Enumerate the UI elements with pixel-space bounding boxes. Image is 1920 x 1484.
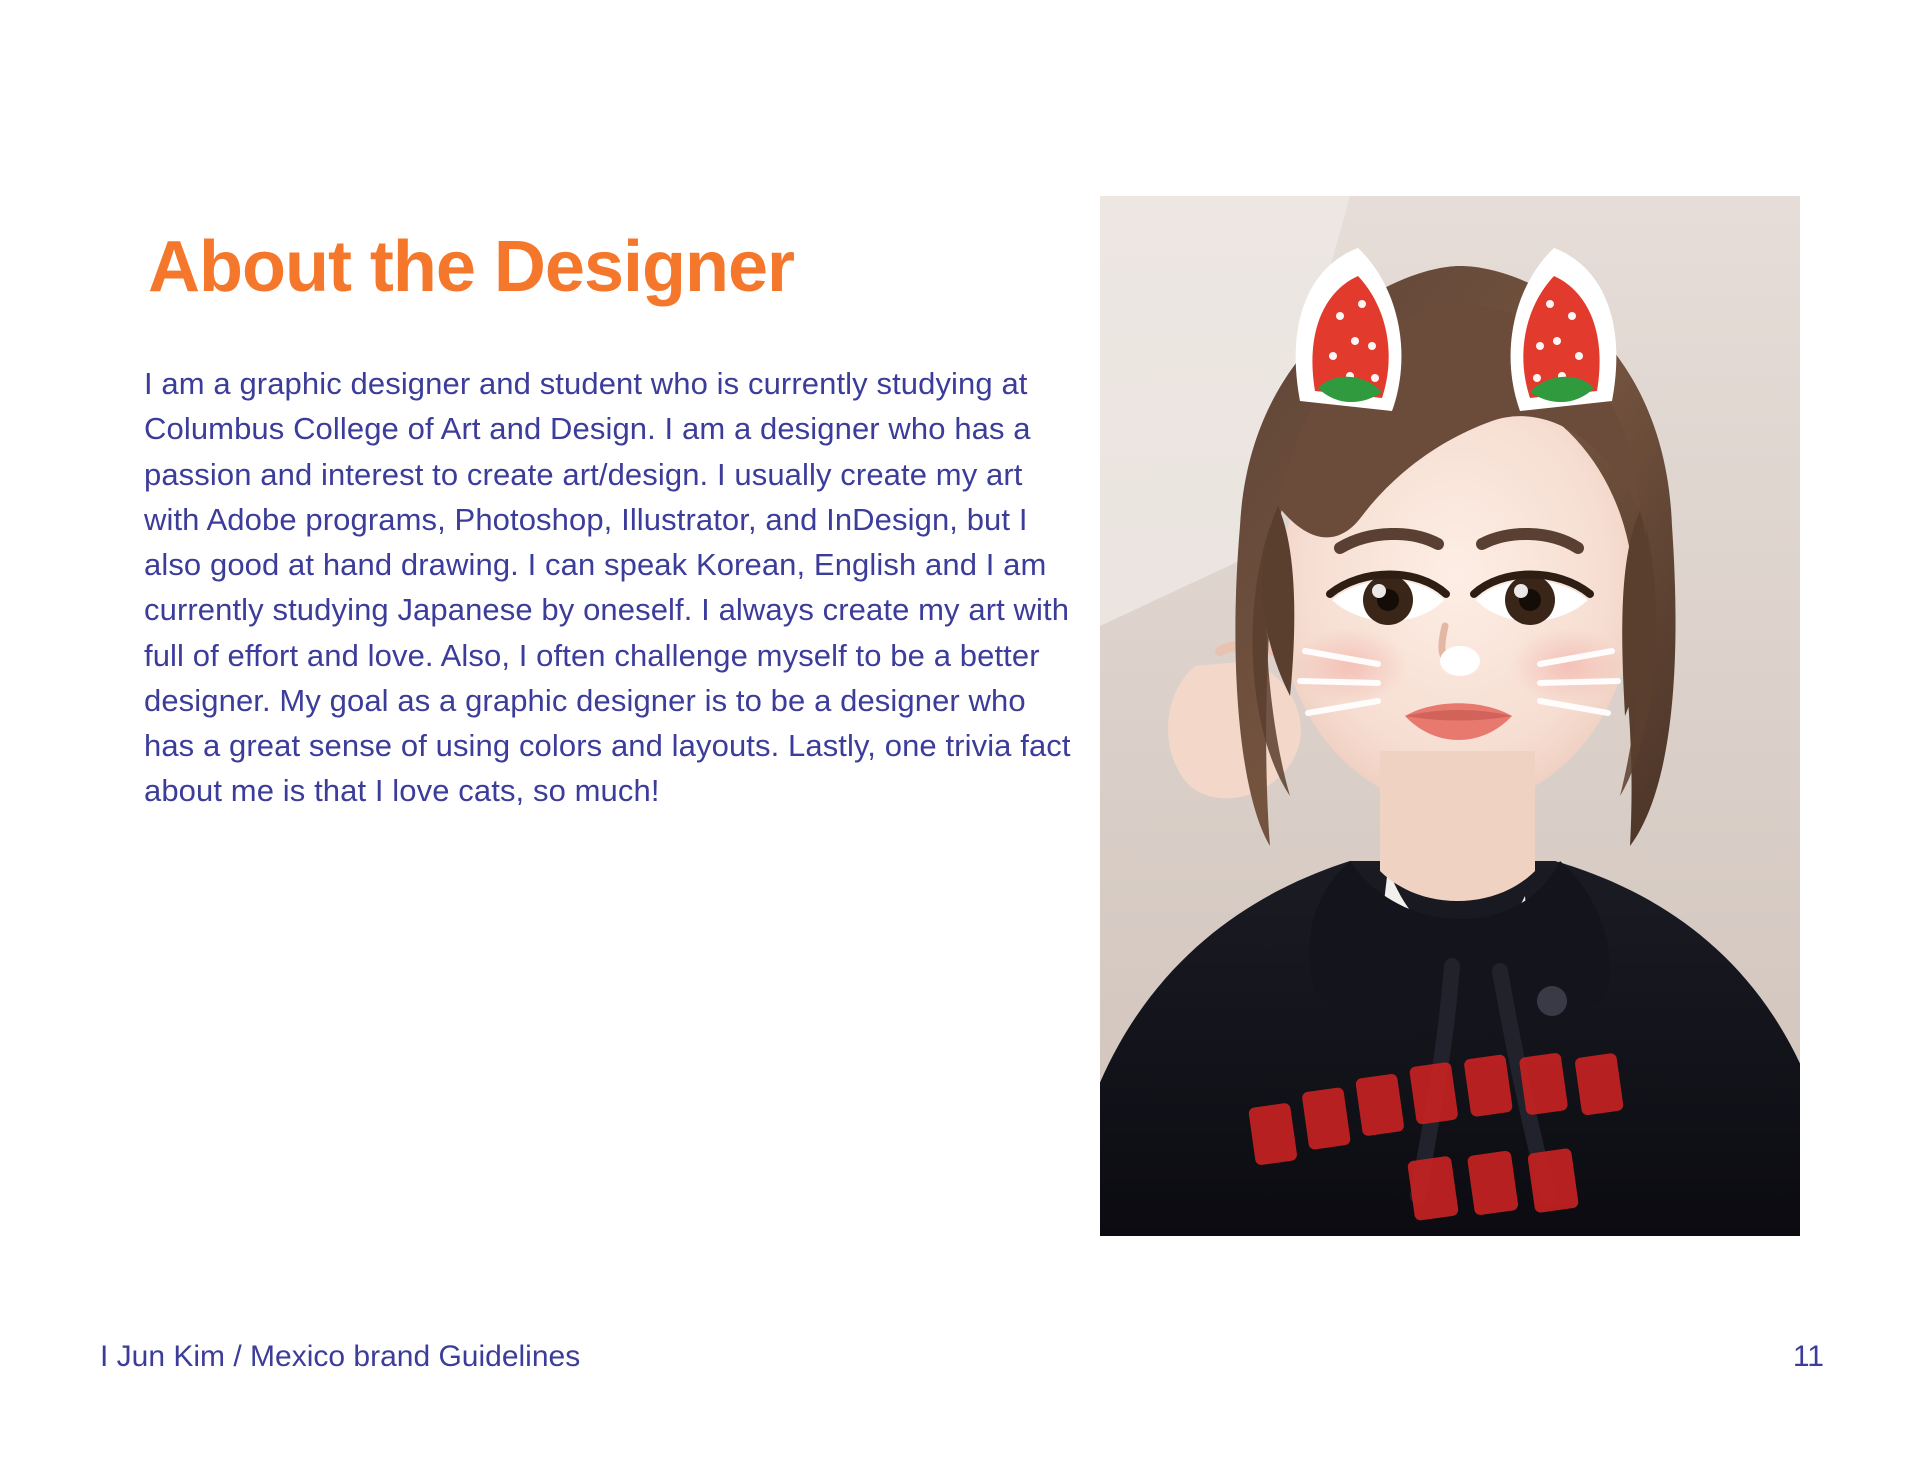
page-title: About the Designer <box>148 227 795 308</box>
page-number: 11 <box>1792 1340 1824 1373</box>
designer-photo <box>1100 196 1800 1236</box>
footer-credit: I Jun Kim / Mexico brand Guidelines <box>100 1340 581 1373</box>
about-the-designer-paragraph: I am a graphic designer and student who is currently studying at Columbus College of Art and Design. I am a designer who has a passion and interest to create art/design. I usually create my art with Adobe programs, Photoshop, Illustrator, and InDesign, but I also good at hand drawing. I can speak Korean, English and I am currently studying Japanese by oneself. I always create my art with full of effort and love. Also, I often challenge myself to be a better designer. My goal as a graphic designer is to be a designer who has a great sense of using colors and layouts. Lastly, one trivia fact about me is that I love cats, so much! <box>144 366 1071 809</box>
